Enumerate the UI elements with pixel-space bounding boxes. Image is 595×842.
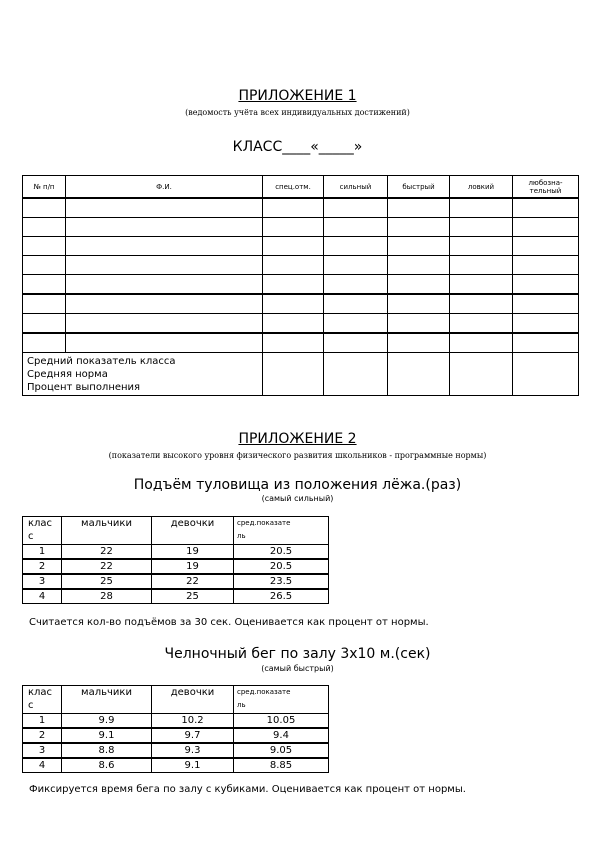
table-cell: 10.2 [152,714,234,729]
header-cell: мальчики [62,686,152,714]
header-cell: сред.показате ль [234,686,329,714]
table-cell: 9.4 [234,728,329,743]
table-cell: 9.1 [152,758,234,773]
shuttle-title: Челночный бег по залу 3х10 м.(сек) [164,646,431,662]
header-cell: клас с [23,686,62,714]
table-cell: 9.05 [234,743,329,758]
table-header-row [23,176,579,199]
situps-table [22,516,329,604]
appendix1-subtitle: (ведомость учёта всех индивидуальных достижений) [185,108,410,117]
table-cell: 20.5 [234,559,329,574]
table-row [23,198,579,218]
header-cell: № п/п [23,176,66,199]
table-cell: 22 [152,574,234,589]
table-row [23,758,329,773]
table-cell: 3 [23,743,62,758]
header-cell: сильный [324,176,388,199]
table-cell: 9.7 [152,728,234,743]
table-row [23,294,579,314]
table-row [23,218,579,237]
achievements-table [22,175,579,396]
header-cell: девочки [152,517,234,545]
table-header-row [23,517,329,545]
table-cell: 9.3 [152,743,234,758]
table-cell: 22 [62,559,152,574]
appendix2-heading: ПРИЛОЖЕНИЕ 2 [238,431,357,447]
table-row [23,333,579,353]
table-cell: 28 [62,589,152,604]
summary-average-norm: Средняя норма [27,368,108,380]
header-cell: ловкий [450,176,513,199]
table-row [23,237,579,256]
table-row [23,275,579,295]
table-cell: 4 [23,758,62,773]
table-cell: 3 [23,574,62,589]
table-cell: 2 [23,728,62,743]
table-cell: 2 [23,559,62,574]
summary-completion-percent: Процент выполнения [27,381,141,393]
table-cell: 4 [23,589,62,604]
shuttle-subtitle: (самый быстрый) [261,664,334,673]
shuttle-note: Фиксируется время бега по залу с кубиками. Оценивается как процент от нормы. [29,784,466,795]
table-cell: 9.1 [62,728,152,743]
table-row [23,314,579,334]
appendix2-subtitle: (показатели высокого уровня физического развития школьников - программные нормы) [108,451,487,460]
appendix1-heading: ПРИЛОЖЕНИЕ 1 [238,88,357,104]
table-cell: 9.9 [62,714,152,729]
table-row [23,714,329,729]
header-cell: спец.отм. [263,176,324,199]
summary-class-average: Средний показатель класса [27,355,176,367]
table-header-row [23,686,329,714]
table-cell: 25 [152,589,234,604]
table-cell: 8.8 [62,743,152,758]
table-row [23,743,329,758]
table-row [23,728,329,743]
summary-row [23,353,579,396]
header-cell: сред.показате ль [234,517,329,545]
table-cell: 19 [152,559,234,574]
summary-cell [23,353,263,396]
class-label: КЛАСС____«_____» [232,139,363,155]
header-cell: девочки [152,686,234,714]
header-cell: Ф.И. [66,176,263,199]
header-cell: быстрый [388,176,450,199]
table-cell: 8.6 [62,758,152,773]
table-row [23,256,579,275]
table-row [23,559,329,574]
table-cell: 10.05 [234,714,329,729]
table-cell: 1 [23,545,62,560]
header-cell: мальчики [62,517,152,545]
table-cell: 8.85 [234,758,329,773]
header-cell: клас с [23,517,62,545]
shuttle-table [22,685,329,773]
situps-subtitle: (самый сильный) [261,494,334,503]
table-row [23,545,329,560]
table-cell: 19 [152,545,234,560]
table-row [23,574,329,589]
table-cell: 25 [62,574,152,589]
header-cell: любозна- тельный [513,176,579,199]
table-cell: 22 [62,545,152,560]
situps-title: Подъём туловища из положения лёжа.(раз) [133,477,462,493]
table-cell: 23.5 [234,574,329,589]
table-cell: 20.5 [234,545,329,560]
table-row [23,589,329,604]
table-cell: 26.5 [234,589,329,604]
table-cell: 1 [23,714,62,729]
situps-note: Считается кол-во подъёмов за 30 сек. Оценивается как процент от нормы. [29,617,429,628]
